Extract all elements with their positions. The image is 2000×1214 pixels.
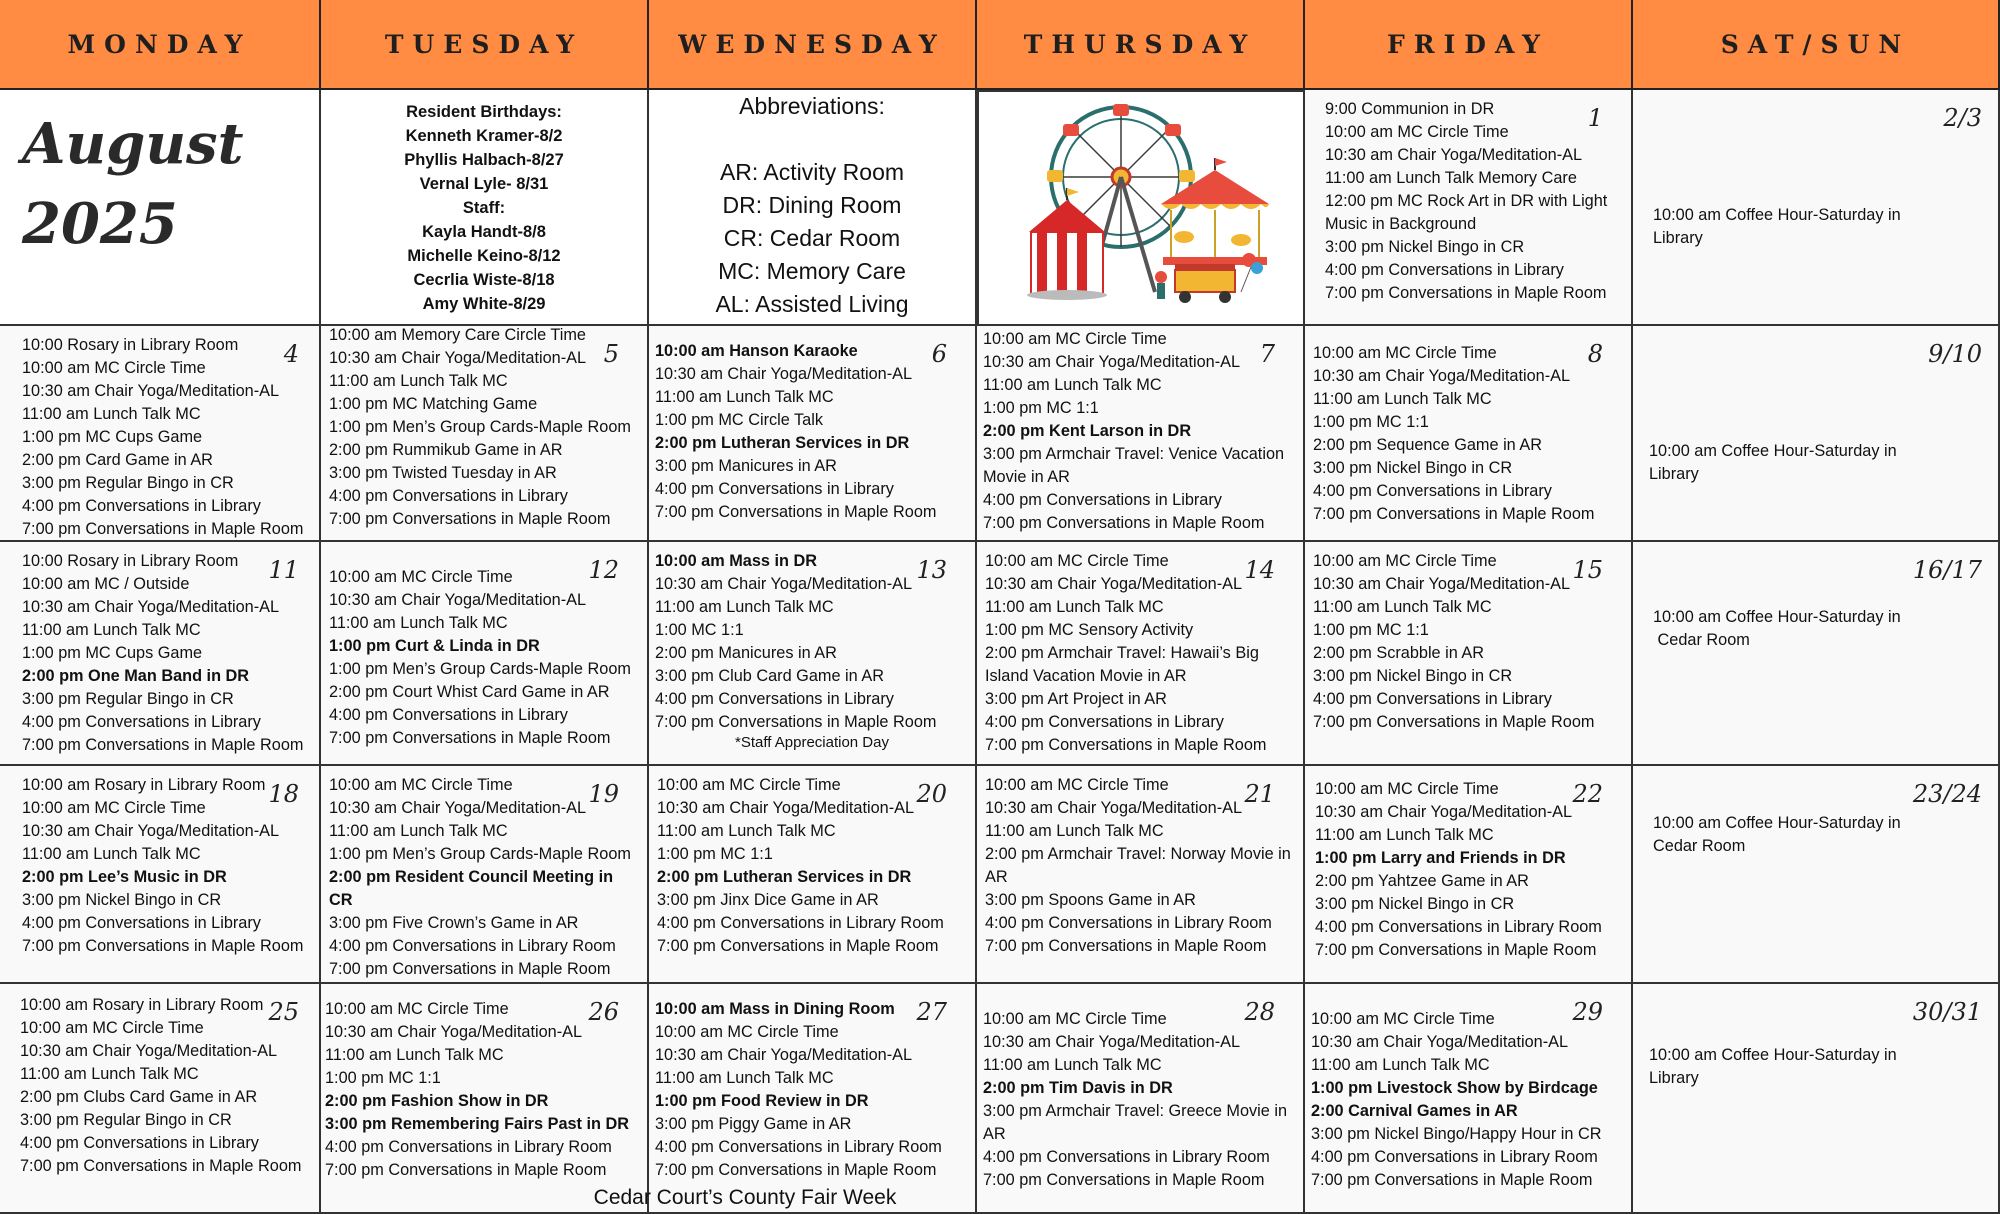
event-item: 4:00 pm Conversations in Library (1325, 261, 1564, 279)
event-item: 4:00 pm Conversations in Library (329, 487, 568, 505)
spacer (649, 123, 975, 156)
event-item: 4:00 pm Conversations in Library (22, 713, 261, 731)
event-item: 2:00 pm Tim Davis in DR (983, 1079, 1173, 1097)
event-item: 11:00 am Lunch Talk MC (985, 822, 1164, 840)
day-number: 27 (916, 998, 947, 1026)
event-item: 10:00 am MC Circle Time (22, 799, 206, 817)
abbreviation-entry: CR: Cedar Room (723, 225, 901, 251)
day-number: 8 (1587, 340, 1603, 368)
event-item: 2:00 pm Scrabble in AR (1313, 644, 1485, 662)
birthday-entry: Cecrlia Wiste-8/18 (413, 271, 555, 289)
event-item: 10:00 am Rosary in Library Room (20, 996, 264, 1014)
birthday-entry: Kayla Handt-8/8 (422, 223, 546, 241)
event-item: 7:00 pm Conversations in Maple Room (1313, 505, 1595, 523)
event-item: 11:00 am Lunch Talk MC (657, 822, 836, 840)
abbreviation-entry: DR: Dining Room (722, 192, 902, 218)
event-item: 2:00 pm Lee’s Music in DR (22, 868, 227, 886)
abbreviation-entry: AL: Assisted Living (715, 291, 909, 317)
event-item: 7:00 pm Conversations in Maple Room (1315, 941, 1597, 959)
day-number: 2/3 (1943, 104, 1982, 132)
day-number: 20 (916, 780, 947, 808)
event-item: 10:00 am Hanson Karaoke (655, 342, 858, 360)
event-list (1649, 440, 1938, 486)
day-number: 19 (588, 780, 619, 808)
header-friday: FRIDAY (1305, 0, 1633, 90)
event-item: 2:00 pm Sequence Game in AR (1313, 436, 1542, 454)
event-item: 10:30 am Chair Yoga/Meditation-AL (983, 1033, 1241, 1051)
abbreviations-heading: Abbreviations: (739, 93, 885, 119)
ferris-wheel-carnival-icon (979, 92, 1303, 324)
event-item: 7:00 pm Conversations in Maple Room (655, 713, 937, 731)
event-item: 3:00 pm Nickel Bingo in CR (1313, 459, 1513, 477)
event-item: 11:00 am Lunch Talk MC (983, 1056, 1162, 1074)
event-item: 1:00 pm Men’s Group Cards-Maple Room (329, 418, 631, 436)
event-item: 10:30 am Chair Yoga/Meditation-AL (329, 349, 587, 367)
event-item: 3:00 pm Armchair Travel: Venice Vacation Movie in AR (983, 445, 1289, 486)
day-number: 13 (916, 556, 947, 584)
abbreviation-entry: AR: Activity Room (719, 159, 905, 185)
event-item: 1:00 pm Curt & Linda in DR (329, 637, 540, 655)
event-item: 10:30 am Chair Yoga/Meditation-AL (655, 365, 913, 383)
event-list (1653, 812, 1938, 858)
illustration-cell (977, 90, 1305, 326)
event-item: 7:00 pm Conversations in Maple Room (983, 514, 1265, 532)
day-number: 9/10 (1928, 340, 1982, 368)
day-cell-5[interactable] (321, 326, 649, 542)
event-item: 10:30 am Chair Yoga/Meditation-AL (983, 353, 1241, 371)
event-item: 10:00 am MC Circle Time (983, 330, 1167, 348)
event-item: 7:00 pm Conversations in Maple Room (325, 1161, 607, 1179)
event-item: 1:00 MC 1:1 (655, 621, 744, 639)
event-list (655, 340, 969, 524)
event-item: 11:00 am Lunch Talk MC (983, 376, 1162, 394)
event-item: 7:00 pm Conversations in Maple Room (1325, 284, 1607, 302)
event-item: 2:00 pm Lutheran Services in DR (655, 434, 910, 452)
event-item: 3:00 pm Nickel Bingo in CR (1325, 238, 1525, 256)
event-item: 10:00 am MC Circle Time (983, 1010, 1167, 1028)
event-item: 11:00 am Lunch Talk MC (329, 822, 508, 840)
event-item: 4:00 pm Conversations in Library Room (655, 1138, 942, 1156)
abbreviations-list (649, 90, 975, 321)
event-item: 10:00 am MC Circle Time (657, 776, 841, 794)
event-item: 4:00 pm Conversations in Library (329, 706, 568, 724)
day-cell-7[interactable] (977, 326, 1305, 542)
event-item: 7:00 pm Conversations in Maple Room (329, 960, 611, 978)
day-cell-13[interactable] (649, 542, 977, 766)
event-item: 10:30 am Chair Yoga/Meditation-AL (1311, 1033, 1569, 1051)
event-item: 7:00 pm Conversations in Maple Room (985, 937, 1267, 955)
event-list (1653, 606, 1938, 652)
event-item: 1:00 pm MC 1:1 (983, 399, 1099, 417)
event-item: 1:00 pm Men’s Group Cards-Maple Room (329, 845, 631, 863)
header-wednesday: WEDNESDAY (649, 0, 977, 90)
event-item: 4:00 pm Conversations in Library Room (983, 1148, 1270, 1166)
event-item: 1:00 pm MC Circle Talk (655, 411, 823, 429)
day-number: 11 (268, 556, 299, 584)
event-item: 11:00 am Lunch Talk MC (655, 388, 834, 406)
day-number: 16/17 (1912, 556, 1982, 584)
event-item: 3:00 pm Piggy Game in AR (655, 1115, 852, 1133)
day-number: 21 (1244, 780, 1275, 808)
event-item: 1:00 pm MC Cups Game (22, 644, 203, 662)
birthdays-list (321, 100, 647, 316)
day-cell-16-17[interactable] (1633, 542, 2000, 766)
event-item: 10:00 am MC Circle Time (985, 552, 1169, 570)
day-cell-22[interactable] (1305, 766, 1633, 984)
event-item: 10:30 am Chair Yoga/Meditation-AL (329, 799, 587, 817)
event-item: 11:00 am Lunch Talk MC (1311, 1056, 1490, 1074)
event-item: 2:00 pm Resident Council Meeting in CR (329, 868, 618, 909)
day-cell-20[interactable] (649, 766, 977, 984)
event-item: 7:00 pm Conversations in Maple Room (1313, 713, 1595, 731)
birthdays-cell (321, 90, 649, 326)
event-item: 3:00 pm Spoons Game in AR (985, 891, 1196, 909)
event-list (329, 566, 641, 750)
event-item: 10:00 am Coffee Hour-Saturday in Library (1649, 442, 1902, 483)
day-cell-29[interactable] (1305, 984, 1633, 1214)
event-item: 1:00 pm Food Review in DR (655, 1092, 869, 1110)
event-item: 10:00 am Coffee Hour-Saturday in Library (1653, 206, 1906, 247)
event-item: 10:00 am MC Circle Time (329, 776, 513, 794)
event-item: 10:00 am MC Circle Time (1325, 123, 1509, 141)
event-item: 11:00 am Lunch Talk MC (20, 1065, 199, 1083)
event-item: 10:00 am MC Circle Time (1313, 552, 1497, 570)
day-cell-23-24[interactable] (1633, 766, 2000, 984)
event-item: 3:00 pm Regular Bingo in CR (22, 690, 234, 708)
day-cell-9-10[interactable] (1633, 326, 2000, 542)
event-item: 10:30 am Chair Yoga/Meditation-AL (985, 799, 1243, 817)
event-item: 10:00 am Memory Care Circle Time (329, 326, 586, 344)
day-number: 14 (1244, 556, 1275, 584)
event-item: 7:00 pm Conversations in Maple Room (22, 937, 304, 955)
event-item: 4:00 pm Conversations in Library (22, 914, 261, 932)
event-item: 10:00 am Coffee Hour-Saturday in Library (1649, 1046, 1902, 1087)
day-number: 26 (588, 998, 619, 1026)
event-item: 11:00 am Lunch Talk MC (1313, 390, 1492, 408)
day-cell-2-3[interactable] (1633, 90, 2000, 326)
day-number: 25 (268, 998, 299, 1026)
day-number: 29 (1572, 998, 1603, 1026)
event-item: 12:00 pm MC Rock Art in DR with Light Music in Background (1325, 192, 1612, 233)
day-cell-27[interactable] (649, 984, 977, 1214)
event-item: 10:00 am Rosary in Library Room (22, 776, 266, 794)
event-item: 4:00 pm Conversations in Library Room (1315, 918, 1602, 936)
event-item: 11:00 am Lunch Talk MC (325, 1046, 504, 1064)
day-cell-14[interactable] (977, 542, 1305, 766)
day-cell-4[interactable] (0, 326, 321, 542)
event-item: 4:00 pm Conversations in Library (655, 480, 894, 498)
event-list (1311, 1008, 1625, 1192)
event-item: 11:00 am Lunch Talk MC (22, 621, 201, 639)
day-number: 23/24 (1912, 780, 1982, 808)
event-item: 7:00 pm Conversations in Maple Room (985, 736, 1267, 754)
event-item: 10:00 am MC Circle Time (1313, 344, 1497, 362)
event-item: 2:00 pm Manicures in AR (655, 644, 837, 662)
event-list (1313, 342, 1625, 526)
event-item: 11:00 am Lunch Talk MC (329, 614, 508, 632)
event-list (1325, 98, 1625, 305)
event-item: 11:00 am Lunch Talk MC (655, 598, 834, 616)
day-cell-18[interactable] (0, 766, 321, 984)
event-item: 7:00 pm Conversations in Maple Room (655, 503, 937, 521)
event-item: 10:30 am Chair Yoga/Meditation-AL (329, 591, 587, 609)
day-cell-26[interactable] (321, 984, 649, 1214)
event-item: 7:00 pm Conversations in Maple Room (22, 736, 304, 754)
day-cell-21[interactable] (977, 766, 1305, 984)
event-item: 2:00 pm Fashion Show in DR (325, 1092, 549, 1110)
abbreviation-entry: MC: Memory Care (718, 258, 906, 284)
event-item: 1:00 pm Larry and Friends in DR (1315, 849, 1566, 867)
event-item: 7:00 pm Conversations in Maple Room (983, 1171, 1265, 1189)
event-item: 3:00 pm Nickel Bingo in CR (1313, 667, 1513, 685)
event-item: 4:00 pm Conversations in Library (1313, 690, 1552, 708)
event-list (983, 1008, 1297, 1192)
event-item: 10:00 am MC Circle Time (655, 1023, 839, 1041)
event-item: 2:00 pm One Man Band in DR (22, 667, 250, 685)
birthdays-heading: Resident Birthdays: (406, 103, 562, 121)
event-item: 11:00 am Lunch Talk MC (985, 598, 1164, 616)
day-number: 22 (1572, 780, 1603, 808)
event-item: 10:00 am MC Circle Time (325, 1000, 509, 1018)
day-number: 7 (1259, 340, 1275, 368)
event-item: 7:00 pm Conversations in Maple Room (329, 729, 611, 747)
event-item: 3:00 pm Remembering Fairs Past in DR (325, 1115, 630, 1133)
event-item: 4:00 pm Conversations in Library (983, 491, 1222, 509)
month-name: August (22, 111, 244, 177)
event-item: 10:00 Rosary in Library Room (22, 552, 239, 570)
abbreviations-cell (649, 90, 977, 326)
event-item: 7:00 pm Conversations in Maple Room (329, 510, 611, 528)
day-number: 30/31 (1912, 998, 1982, 1026)
event-item: 10:00 am Coffee Hour-Saturday in Cedar Room (1653, 814, 1906, 855)
event-item: 1:00 pm MC 1:1 (657, 845, 773, 863)
event-list (1649, 1044, 1938, 1090)
event-item: 10:30 am Chair Yoga/Meditation-AL (1313, 575, 1571, 593)
event-item: 11:00 am Lunch Talk MC (655, 1069, 834, 1087)
day-cell-19[interactable] (321, 766, 649, 984)
event-item: 2:00 pm Armchair Travel: Norway Movie in AR (985, 845, 1295, 886)
event-item: 2:00 Carnival Games in AR (1311, 1102, 1518, 1120)
day-cell-8[interactable] (1305, 326, 1633, 542)
event-item: 10:00 Rosary in Library Room (22, 336, 239, 354)
event-item: 4:00 pm Conversations in Library (1313, 482, 1552, 500)
event-item: 10:30 am Chair Yoga/Meditation-AL (20, 1042, 278, 1060)
day-cell-30-31[interactable] (1633, 984, 2000, 1214)
event-item: 2:00 pm Rummikub Game in AR (329, 441, 563, 459)
event-item: 10:00 am MC Circle Time (1315, 780, 1499, 798)
event-item: 7:00 pm Conversations in Maple Room (1311, 1171, 1593, 1189)
event-item: 10:30 am Chair Yoga/Meditation-AL (1325, 146, 1583, 164)
event-item: 10:00 am Coffee Hour-Saturday in Cedar Room (1653, 608, 1901, 649)
event-item: 9:00 Communion in DR (1325, 100, 1495, 118)
event-item: 7:00 pm Conversations in Maple Room (20, 1157, 302, 1175)
header-monday: MONDAY (0, 0, 321, 90)
event-item: 2:00 pm Armchair Travel: Hawaii’s Big Island Vacation Movie in AR (985, 644, 1264, 685)
event-item: 10:00 am Mass in Dining Room (655, 1000, 895, 1018)
event-item: 2:00 pm Lutheran Services in DR (657, 868, 912, 886)
event-item: 4:00 pm Conversations in Library Room (1311, 1148, 1598, 1166)
event-item: 11:00 am Lunch Talk MC (22, 405, 201, 423)
event-item: 3:00 pm Nickel Bingo in CR (1315, 895, 1515, 913)
event-list (1653, 204, 1938, 250)
event-item: 3:00 pm Nickel Bingo in CR (22, 891, 222, 909)
event-item: 4:00 pm Conversations in Library Room (985, 914, 1272, 932)
event-item: 1:00 pm MC Matching Game (329, 395, 538, 413)
event-item: 4:00 pm Conversations in Library (20, 1134, 259, 1152)
event-item: 10:00 am MC Circle Time (985, 776, 1169, 794)
header-thursday: THURSDAY (977, 0, 1305, 90)
event-item: 10:30 am Chair Yoga/Meditation-AL (22, 598, 280, 616)
birthday-entry: Amy White-8/29 (422, 295, 546, 313)
event-list (22, 334, 313, 541)
staff-heading: Staff: (462, 199, 506, 217)
event-item: 3:00 pm Five Crown’s Game in AR (329, 914, 579, 932)
event-item: 2:00 pm Court Whist Card Game in AR (329, 683, 610, 701)
event-item: 10:30 am Chair Yoga/Meditation-AL (655, 575, 913, 593)
event-item: 1:00 pm Men’s Group Cards-Maple Room (329, 660, 631, 678)
event-item: 10:30 am Chair Yoga/Meditation-AL (22, 382, 280, 400)
event-list (983, 328, 1297, 535)
event-item: 10:30 am Chair Yoga/Meditation-AL (22, 822, 280, 840)
event-item: 3:00 pm Manicures in AR (655, 457, 837, 475)
event-item: 1:00 pm MC 1:1 (325, 1069, 441, 1087)
event-item: 3:00 pm Jinx Dice Game in AR (657, 891, 879, 909)
event-item: 2:00 pm Clubs Card Game in AR (20, 1088, 258, 1106)
event-item: 3:00 pm Club Card Game in AR (655, 667, 884, 685)
day-number: 5 (603, 340, 619, 368)
event-item: 2:00 pm Kent Larson in DR (983, 422, 1192, 440)
day-number: 15 (1572, 556, 1603, 584)
day-number: 1 (1587, 104, 1603, 132)
event-item: 10:30 am Chair Yoga/Meditation-AL (655, 1046, 913, 1064)
event-item: 2:00 pm Card Game in AR (22, 451, 213, 469)
event-item: 1:00 pm Livestock Show by Birdcage (1311, 1079, 1598, 1097)
header-weekend: SAT/SUN (1633, 0, 2000, 90)
event-item: 3:00 pm Art Project in AR (985, 690, 1167, 708)
event-item: 1:00 pm MC Sensory Activity (985, 621, 1194, 639)
event-item: 10:00 am MC / Outside (22, 575, 190, 593)
event-item: 10:00 am MC Circle Time (20, 1019, 204, 1037)
event-item: 11:00 am Lunch Talk MC (22, 845, 201, 863)
event-item: 1:00 pm MC 1:1 (1313, 413, 1429, 431)
event-item: 3:00 pm Armchair Travel: Greece Movie in AR (983, 1102, 1291, 1143)
day-number: 18 (268, 780, 299, 808)
event-item: 4:00 pm Conversations in Library (22, 497, 261, 515)
event-item: 4:00 pm Conversations in Library (985, 713, 1224, 731)
event-item: 4:00 pm Conversations in Library Room (657, 914, 944, 932)
event-item: 4:00 pm Conversations in Library Room (325, 1138, 612, 1156)
day-cell-25[interactable] (0, 984, 321, 1214)
event-item: 10:00 am Mass in DR (655, 552, 817, 570)
day-cell-11[interactable] (0, 542, 321, 766)
event-item: 10:00 am MC Circle Time (22, 359, 206, 377)
day-number: 4 (283, 340, 299, 368)
day-number: 12 (588, 556, 619, 584)
event-item: 2:00 pm Yahtzee Game in AR (1315, 872, 1529, 890)
birthday-entry: Vernal Lyle- 8/31 (419, 175, 549, 193)
event-item: 10:30 am Chair Yoga/Meditation-AL (985, 575, 1243, 593)
birthday-entry: Phyllis Halbach-8/27 (404, 151, 564, 169)
event-item: 10:30 am Chair Yoga/Meditation-AL (657, 799, 915, 817)
event-item: 4:00 pm Conversations in Library (655, 690, 894, 708)
day-cell-15[interactable] (1305, 542, 1633, 766)
day-cell-12[interactable] (321, 542, 649, 766)
event-item: 10:30 am Chair Yoga/Meditation-AL (1315, 803, 1573, 821)
event-list (329, 326, 641, 531)
footer-caption: Cedar Court’s County Fair Week (593, 1186, 897, 1209)
day-number: 6 (931, 340, 947, 368)
birthday-entry: Michelle Keino-8/12 (407, 247, 561, 265)
event-item: 4:00 pm Conversations in Library Room (329, 937, 616, 955)
event-item: 1:00 pm MC Cups Game (22, 428, 203, 446)
event-item: 10:00 am MC Circle Time (329, 568, 513, 586)
event-item: 3:00 pm Regular Bingo in CR (20, 1111, 232, 1129)
year: 2025 (22, 191, 178, 257)
month-title (22, 104, 243, 264)
event-item: 3:00 pm Nickel Bingo/Happy Hour in CR (1311, 1125, 1602, 1143)
header-tuesday: TUESDAY (321, 0, 649, 90)
month-title-cell (0, 90, 321, 326)
event-item: 10:30 am Chair Yoga/Meditation-AL (325, 1023, 583, 1041)
event-item: 11:00 am Lunch Talk MC (1313, 598, 1492, 616)
day-number: 28 (1244, 998, 1275, 1026)
day-cell-28[interactable] (977, 984, 1305, 1214)
event-item: 11:00 am Lunch Talk MC (1315, 826, 1494, 844)
event-item: 11:00 am Lunch Talk Memory Care (1325, 169, 1577, 187)
event-item: 7:00 pm Conversations in Maple Room (657, 937, 939, 955)
staff-appreciation-note: *Staff Appreciation Day (735, 734, 889, 751)
event-item: 11:00 am Lunch Talk MC (329, 372, 508, 390)
event-item: 3:00 pm Regular Bingo in CR (22, 474, 234, 492)
birthday-entry: Kenneth Kramer-8/2 (405, 127, 563, 145)
day-cell-6[interactable] (649, 326, 977, 542)
event-item: 10:00 am MC Circle Time (1311, 1010, 1495, 1028)
day-cell-1[interactable] (1305, 90, 1633, 326)
event-item: 10:30 am Chair Yoga/Meditation-AL (1313, 367, 1571, 385)
event-item: 3:00 pm Twisted Tuesday in AR (329, 464, 557, 482)
event-item: 1:00 pm MC 1:1 (1313, 621, 1429, 639)
event-item: 7:00 pm Conversations in Maple Room (655, 1161, 937, 1179)
event-item: 7:00 pm Conversations in Maple Room (22, 520, 304, 538)
